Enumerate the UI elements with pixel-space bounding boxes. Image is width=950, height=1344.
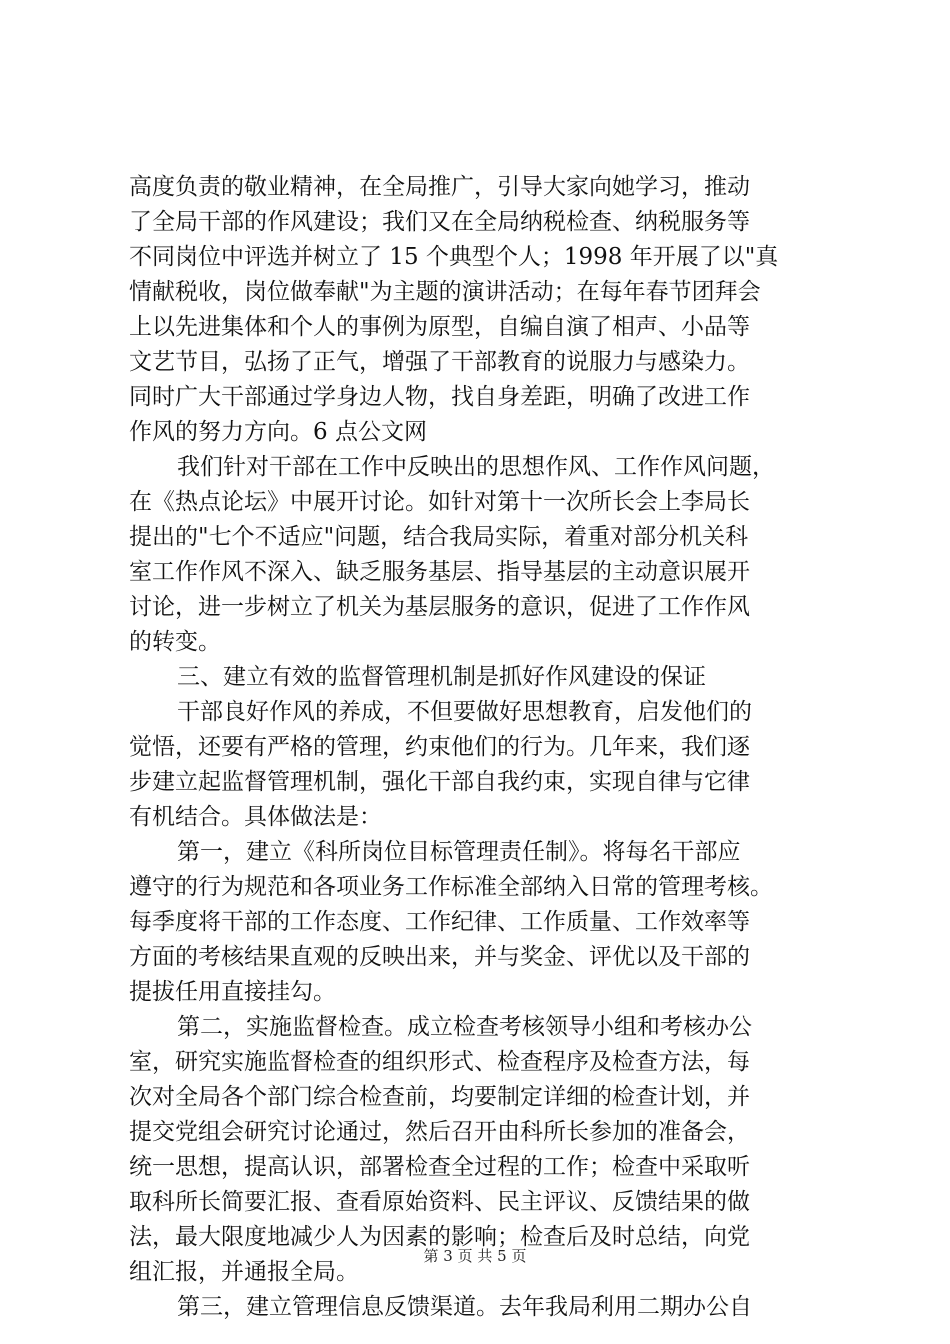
- text-line: 三、建立有效的监督管理机制是抓好作风建设的保证: [177, 664, 706, 690]
- text-line: 统一思想，提高认识，部署检查全过程的工作；检查中采取听: [129, 1154, 750, 1180]
- text-line: 有机结合。具体做法是：: [129, 804, 382, 830]
- text-line: 每季度将干部的工作态度、工作纪律、工作质量、工作效率等: [129, 909, 750, 935]
- text-line: 在《热点论坛》中展开讨论。如针对第十一次所长会上李局长: [129, 489, 750, 515]
- text-line: 第一，建立《科所岗位目标管理责任制》。将每名干部应: [177, 839, 741, 865]
- text-line: 遵守的行为规范和各项业务工作标准全部纳入日常的管理考核。: [129, 874, 773, 900]
- text-line: 步建立起监督管理机制，强化干部自我约束，实现自律与它律: [129, 769, 750, 795]
- text-line: 提拔任用直接挂勾。: [129, 979, 336, 1005]
- text-line: 提出的"七个不适应"问题，结合我局实际，着重对部分机关科: [129, 524, 749, 550]
- text-line: 文艺节目，弘扬了正气，增强了干部教育的说服力与感染力。: [129, 349, 750, 375]
- body-text: [129, 170, 834, 1325]
- text-line: 提交党组会研究讨论通过，然后召开由科所长参加的准备会，: [129, 1119, 750, 1145]
- text-line: 讨论，进一步树立了机关为基层服务的意识，促进了工作作风: [129, 594, 750, 620]
- text-line: 上以先进集体和个人的事例为原型，自编自演了相声、小品等: [129, 314, 750, 340]
- text-line: 作风的努力方向。6 点公文网: [129, 419, 427, 445]
- text-line: 同时广大干部通过学身边人物，找自身差距，明确了改进工作: [129, 384, 750, 410]
- text-line: 高度负责的敬业精神，在全局推广，引导大家向她学习，推动: [129, 174, 750, 200]
- page-footer: 第 3 页 共 5 页: [423, 1247, 527, 1265]
- text-line: 干部良好作风的养成，不但要做好思想教育，启发他们的: [177, 699, 752, 725]
- text-line: 次对全局各个部门综合检查前，均要制定详细的检查计划，并: [129, 1084, 750, 1110]
- text-line: 的转变。: [129, 629, 221, 655]
- text-line: 第三，建立管理信息反馈渠道。去年我局利用二期办公自: [177, 1294, 752, 1320]
- text-line: 室，研究实施监督检查的组织形式、检查程序及检查方法，每: [129, 1049, 750, 1075]
- text-line: 了全局干部的作风建设；我们又在全局纳税检查、纳税服务等: [129, 209, 750, 235]
- text-line: 我们针对干部在工作中反映出的思想作风、工作作风问题，: [177, 454, 775, 480]
- text-line: 室工作作风不深入、缺乏服务基层、指导基层的主动意识展开: [129, 559, 750, 585]
- text-line: 情献税收，岗位做奉献"为主题的演讲活动；在每年春节团拜会: [129, 279, 761, 305]
- text-line: 第二，实施监督检查。成立检查考核领导小组和考核办公: [177, 1014, 752, 1040]
- text-line: 不同岗位中评选并树立了 15 个典型个人；1998 年开展了以"真: [129, 244, 779, 270]
- text-line: 取科所长简要汇报、查看原始资料、民主评议、反馈结果的做: [129, 1189, 750, 1215]
- text-line: 法，最大限度地减少人为因素的影响；检查后及时总结，向党: [129, 1224, 750, 1250]
- text-line: 组汇报，并通报全局。: [129, 1259, 359, 1285]
- text-line: 觉悟，还要有严格的管理，约束他们的行为。几年来，我们逐: [129, 734, 750, 760]
- text-line: 方面的考核结果直观的反映出来，并与奖金、评优以及干部的: [129, 944, 750, 970]
